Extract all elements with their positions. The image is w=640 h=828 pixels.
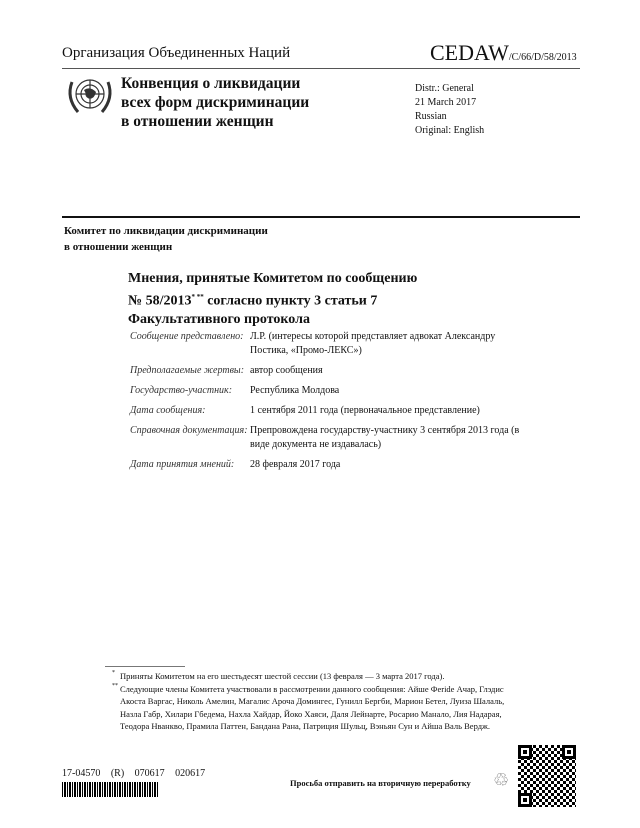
convention-line: всех форм дискриминации bbox=[121, 94, 310, 111]
committee-name bbox=[64, 223, 268, 255]
detail-label: Сообщение представлено: bbox=[130, 331, 244, 342]
title-line bbox=[128, 288, 417, 311]
committee-line: в отношении женщин bbox=[64, 241, 173, 253]
detail-row bbox=[130, 364, 520, 378]
detail-label: Государство-участник: bbox=[130, 385, 233, 396]
qr-code-icon bbox=[518, 745, 576, 807]
footnotes bbox=[112, 670, 512, 733]
symbol-sub: /C/66/D/58/2013 bbox=[508, 52, 577, 63]
footnote-separator bbox=[105, 666, 185, 667]
detail-value: автор сообщения bbox=[250, 365, 323, 376]
footnote bbox=[112, 670, 512, 683]
detail-row bbox=[130, 404, 520, 418]
convention-line: Конвенция о ликвидации bbox=[121, 75, 301, 92]
title-line: Мнения, принятые Комитетом по сообщению bbox=[128, 271, 418, 286]
detail-value: Л.Р. (интересы которой представляет адвокат Александру Постика, «Промо-ЛЕКС») bbox=[250, 331, 496, 356]
recycle-icon: ♲ bbox=[493, 770, 510, 790]
detail-label: Предполагаемые жертвы: bbox=[130, 365, 245, 376]
convention-title bbox=[121, 74, 309, 131]
language: Russian bbox=[415, 111, 447, 122]
communication-number: № 58/2013 bbox=[128, 293, 192, 309]
title-text: согласно пункту 3 статьи 7 bbox=[203, 293, 378, 309]
detail-value: Республика Молдова bbox=[250, 385, 340, 396]
detail-row bbox=[130, 458, 520, 472]
detail-value: 28 февраля 2017 года bbox=[250, 459, 341, 470]
detail-value: Препровождена государству-участнику 3 сентября 2013 года (в виде документа не издавалась) bbox=[250, 425, 520, 450]
detail-row bbox=[130, 384, 520, 398]
detail-label: Дата принятия мнений: bbox=[130, 459, 235, 470]
distribution-info bbox=[415, 82, 484, 138]
detail-row bbox=[130, 424, 520, 452]
detail-label: Справочная документация: bbox=[130, 425, 248, 436]
convention-line: в отношении женщин bbox=[121, 113, 274, 130]
title-line: Факультативного протокола bbox=[128, 311, 310, 327]
symbol-main: CEDAW bbox=[430, 40, 509, 65]
job-number: 17-04570 (R) 070617 020617 bbox=[62, 768, 206, 779]
footnote-text: Приняты Комитетом на его шестьдесят шестой сессии (13 февраля — 3 марта 2017 года). bbox=[120, 671, 445, 681]
un-emblem-icon bbox=[64, 72, 116, 120]
distribution: Distr.: General bbox=[415, 83, 474, 94]
barcode-icon bbox=[62, 782, 158, 797]
date: 21 March 2017 bbox=[415, 97, 477, 108]
footnote bbox=[112, 683, 512, 733]
footnote-mark: ** bbox=[112, 682, 118, 689]
footnote-mark: * bbox=[112, 670, 115, 676]
document-symbol bbox=[430, 40, 577, 66]
recycle-note: Просьба отправить на вторичную переработку bbox=[290, 778, 471, 788]
detail-value: 1 сентября 2011 года (первоначальное представление) bbox=[250, 405, 480, 416]
detail-row bbox=[130, 330, 520, 358]
views-title bbox=[128, 270, 417, 329]
committee-line: Комитет по ликвидации дискриминации bbox=[64, 225, 268, 237]
footnote-text: Следующие члены Комитета участвовали в рассмотрении данного сообщения: Айше Феride Ачар, Глэдис Акоста Варгас, Николь Амелин, Магалис Ароча Домингес, Гунилл Бергби, Марион Бетел, Луиза Шалаль, Назла Габр, Хилари Гбедема, Нахла Хайдар, Йоко Хаяси, Даля Лейнарте, Росарио Манало, Лия Надарая, Теодора Нванкво, Прамила Паттен, Бандана Рана, Патриция Шульц, Вэньян Сун и Айша Валь Вердж. bbox=[120, 683, 505, 731]
original-language: Original: English bbox=[415, 125, 485, 136]
details-table bbox=[130, 330, 520, 478]
footnote-ref[interactable]: * ** bbox=[191, 293, 204, 301]
organization-name: Организация Объединенных Наций bbox=[62, 45, 291, 61]
section-divider bbox=[62, 216, 580, 218]
header-divider bbox=[62, 68, 580, 69]
detail-label: Дата сообщения: bbox=[130, 405, 206, 416]
